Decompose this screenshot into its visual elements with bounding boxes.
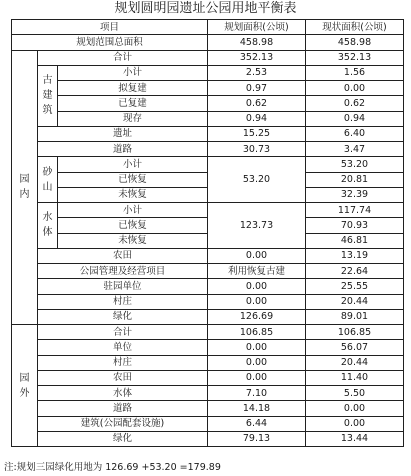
group-label-inside-char: 园 <box>19 174 30 186</box>
subgroup-label-ancient-char: 筑 <box>42 105 53 117</box>
row-label: 单位 <box>37 339 208 355</box>
row-label: 合计 <box>37 50 208 66</box>
row-label: 已恢复 <box>57 217 208 233</box>
group-label-outside <box>11 324 38 447</box>
row-label: 村庄 <box>37 294 208 310</box>
current-value: 5.50 <box>305 385 404 401</box>
subgroup-label-ancient <box>37 65 58 127</box>
land-balance-table <box>11 19 403 458</box>
current-value: 46.81 <box>305 233 404 249</box>
header-current: 现状面积(公顷) <box>305 19 404 35</box>
subgroup-label-sand-hill-char: 砂 <box>42 166 53 178</box>
header-planned: 规划面积(公顷) <box>207 19 306 35</box>
planned-value: 0.00 <box>207 370 306 386</box>
row-label: 未恢复 <box>57 187 208 203</box>
current-value: 20.81 <box>305 172 404 188</box>
planned-value: 79.13 <box>207 431 306 447</box>
current-value: 89.01 <box>305 309 404 325</box>
planned-value: 利用恢复古建 <box>207 263 306 279</box>
row-label: 规划范围总面积 <box>11 34 208 50</box>
current-value: 6.40 <box>305 126 404 142</box>
current-value: 352.13 <box>305 50 404 66</box>
current-value: 106.85 <box>305 324 404 340</box>
subgroup-label-water-char: 水 <box>42 212 53 224</box>
planned-value: 352.13 <box>207 50 306 66</box>
row-label: 绿化 <box>37 431 208 447</box>
planned-value: 458.98 <box>207 34 306 50</box>
subgroup-label-ancient-char: 古 <box>42 75 53 87</box>
planned-value: 0.00 <box>207 339 306 355</box>
current-value: 0.00 <box>305 416 404 432</box>
current-value: 32.39 <box>305 187 404 203</box>
row-label: 村庄 <box>37 355 208 371</box>
planned-value: 7.10 <box>207 385 306 401</box>
table-footnote: 注:规划三园绿化用地为 126.69 +53.20 =179.89 <box>4 462 221 473</box>
planned-value: 15.25 <box>207 126 306 142</box>
current-value: 70.93 <box>305 217 404 233</box>
planned-value: 0.00 <box>207 355 306 371</box>
planned-value: 30.73 <box>207 141 306 157</box>
current-value: 1.56 <box>305 65 404 81</box>
subgroup-label-sand-hill <box>37 156 58 203</box>
planned-value-merged: 53.20 <box>207 156 306 203</box>
row-label: 公园管理及经营项目 <box>37 263 208 279</box>
current-value: 13.19 <box>305 248 404 264</box>
subgroup-label-ancient-char: 建 <box>42 90 53 102</box>
group-label-outside-char: 外 <box>19 387 30 399</box>
row-label: 农田 <box>37 370 208 386</box>
row-label: 农田 <box>37 248 208 264</box>
planned-value: 0.00 <box>207 278 306 294</box>
current-value: 25.55 <box>305 278 404 294</box>
current-value: 20.44 <box>305 355 404 371</box>
row-label: 拟复建 <box>57 80 208 96</box>
current-value: 13.44 <box>305 431 404 447</box>
current-value: 0.00 <box>305 80 404 96</box>
planned-value-merged: 123.73 <box>207 202 306 249</box>
current-value: 3.47 <box>305 141 404 157</box>
current-value: 117.74 <box>305 202 404 218</box>
row-label: 道路 <box>37 141 208 157</box>
current-value: 22.64 <box>305 263 404 279</box>
subgroup-label-water-char: 体 <box>42 227 53 239</box>
row-label: 绿化 <box>37 309 208 325</box>
current-value: 0.00 <box>305 400 404 416</box>
row-label: 遗址 <box>37 126 208 142</box>
row-label: 小计 <box>57 65 208 81</box>
subgroup-label-water <box>37 202 58 249</box>
row-label: 已恢复 <box>57 172 208 188</box>
row-label: 道路 <box>37 400 208 416</box>
planned-value: 14.18 <box>207 400 306 416</box>
planned-value: 0.62 <box>207 95 306 111</box>
current-value: 20.44 <box>305 294 404 310</box>
row-label: 已复建 <box>57 95 208 111</box>
group-label-inside-char: 内 <box>19 189 30 201</box>
group-label-outside-char: 园 <box>19 372 30 384</box>
planned-value: 0.94 <box>207 111 306 127</box>
current-value: 458.98 <box>305 34 404 50</box>
row-label: 水体 <box>37 385 208 401</box>
planned-value: 0.00 <box>207 294 306 310</box>
planned-value: 106.85 <box>207 324 306 340</box>
current-value: 11.40 <box>305 370 404 386</box>
header-item: 项目 <box>11 19 208 35</box>
current-value: 0.94 <box>305 111 404 127</box>
row-label: 建筑(公园配套设施) <box>37 416 208 432</box>
current-value: 0.62 <box>305 95 404 111</box>
planned-value: 2.53 <box>207 65 306 81</box>
table-title: 规划圆明园遗址公园用地平衡表 <box>114 1 297 16</box>
subgroup-label-sand-hill-char: 山 <box>42 181 53 193</box>
planned-value: 0.97 <box>207 80 306 96</box>
row-label: 合计 <box>37 324 208 340</box>
row-label: 小计 <box>57 156 208 172</box>
row-label: 现存 <box>57 111 208 127</box>
row-label: 小计 <box>57 202 208 218</box>
current-value: 56.07 <box>305 339 404 355</box>
row-label: 驻园单位 <box>37 278 208 294</box>
planned-value: 126.69 <box>207 309 306 325</box>
row-label: 未恢复 <box>57 233 208 249</box>
current-value: 53.20 <box>305 156 404 172</box>
planned-value: 0.00 <box>207 248 306 264</box>
planned-value: 6.44 <box>207 416 306 432</box>
group-label-inside <box>11 50 38 326</box>
